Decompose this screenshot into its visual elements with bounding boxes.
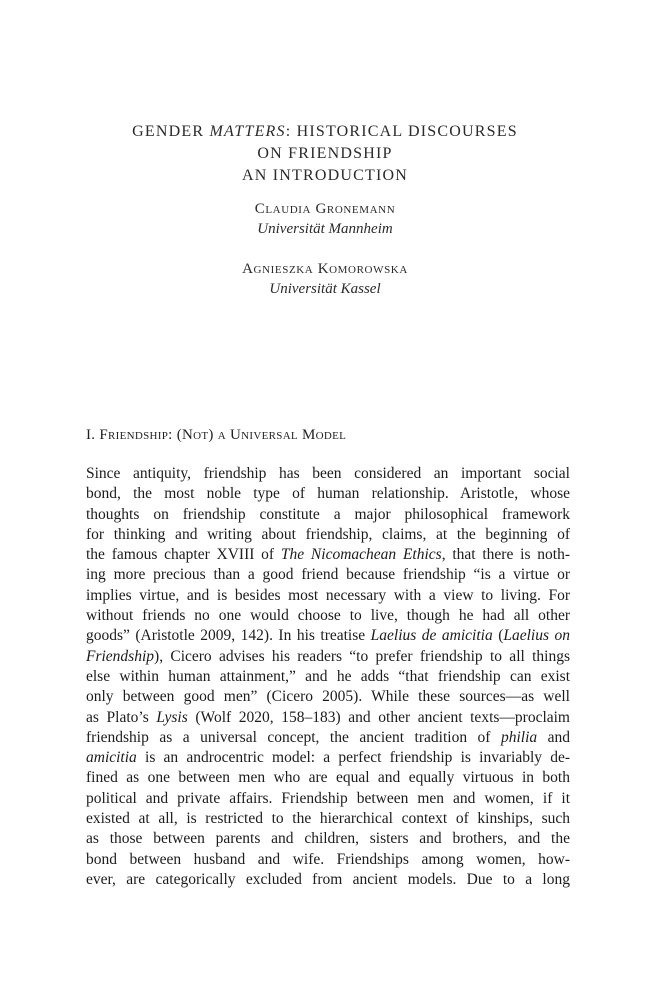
text-line: existed at all, is restricted to the hierarchical context of kinships, such xyxy=(86,810,570,828)
term: philia xyxy=(500,728,538,746)
author-affiliation: Universität Kassel xyxy=(269,281,381,297)
book-title: Laelius de amicitia xyxy=(370,627,493,645)
text-line: ing more precious than a good friend because friendship “is a virtue or xyxy=(86,566,570,584)
author-affiliation: Universität Mannheim xyxy=(257,221,393,237)
chapter-title xyxy=(0,121,650,187)
text-line: Since antiquity, friendship has been considered an important social xyxy=(86,465,570,482)
text-line: implies virtue, and is besides most necessary with a view to living. For xyxy=(86,586,570,604)
section-heading: I. Friendship: (Not) a Universal Model xyxy=(86,427,347,443)
text-line: bond between husband and wife. Friendships among women, how- xyxy=(86,850,570,868)
term: amicitia xyxy=(86,749,137,767)
text-line: else within human attainment,” and he adds “that friendship can exist xyxy=(86,667,570,685)
author-block xyxy=(0,199,650,239)
text-line: goods” (Aristotle 2009, 142). In his treatise Laelius de amicitia (Laelius on xyxy=(86,627,570,645)
text-line: fined as one between men who are equal and equally virtuous in both xyxy=(86,769,570,787)
chapter-title-line-2: ON FRIENDSHIP xyxy=(257,145,393,162)
author-name: Agnieszka Komorowska xyxy=(242,261,408,277)
text-line: as Plato’s Lysis (Wolf 2020, 158–183) and other ancient texts—proclaim xyxy=(86,708,570,726)
text-line: amicitia is an androcentric model: a perfect friendship is invariably de- xyxy=(86,749,570,767)
book-title: Friendship xyxy=(86,647,155,665)
body-paragraph xyxy=(86,464,570,890)
text-line: thoughts on friendship constitute a major philosophical framework xyxy=(86,505,570,523)
chapter-title-line-3: AN INTRODUCTION xyxy=(242,167,408,184)
text-line: the famous chapter XVIII of The Nicomachean Ethics, that there is noth- xyxy=(86,546,570,564)
title-italic-word: MATTERS xyxy=(209,123,286,140)
author-name: Claudia Gronemann xyxy=(254,201,396,217)
book-title: The Nicomachean Ethics xyxy=(280,546,442,564)
text-line: only between good men” (Cicero 2005). While these sources—as well xyxy=(86,688,570,706)
text-line: bond, the most noble type of human relationship. Aristotle, whose xyxy=(86,485,570,503)
text-line: for thinking and writing about friendship, claims, at the beginning of xyxy=(86,525,570,543)
author-block xyxy=(0,259,650,299)
book-title: Laelius on xyxy=(503,627,570,645)
text-line: friendship as a universal concept, the ancient tradition of philia and xyxy=(86,728,570,746)
book-title: Lysis xyxy=(156,708,188,726)
chapter-title-line-1: GENDER MATTERS: HISTORICAL DISCOURSES xyxy=(132,123,518,140)
text-line: as those between parents and children, sisters and brothers, and the xyxy=(86,830,570,848)
text-line: political and private affairs. Friendship between men and women, if it xyxy=(86,789,570,807)
text-line: Friendship), Cicero advises his readers “to prefer friendship to all things xyxy=(86,647,570,665)
text-line: without friends no one would choose to live, though he had all other xyxy=(86,607,570,625)
text-line: ever, are categorically excluded from ancient models. Due to a long xyxy=(86,870,570,888)
